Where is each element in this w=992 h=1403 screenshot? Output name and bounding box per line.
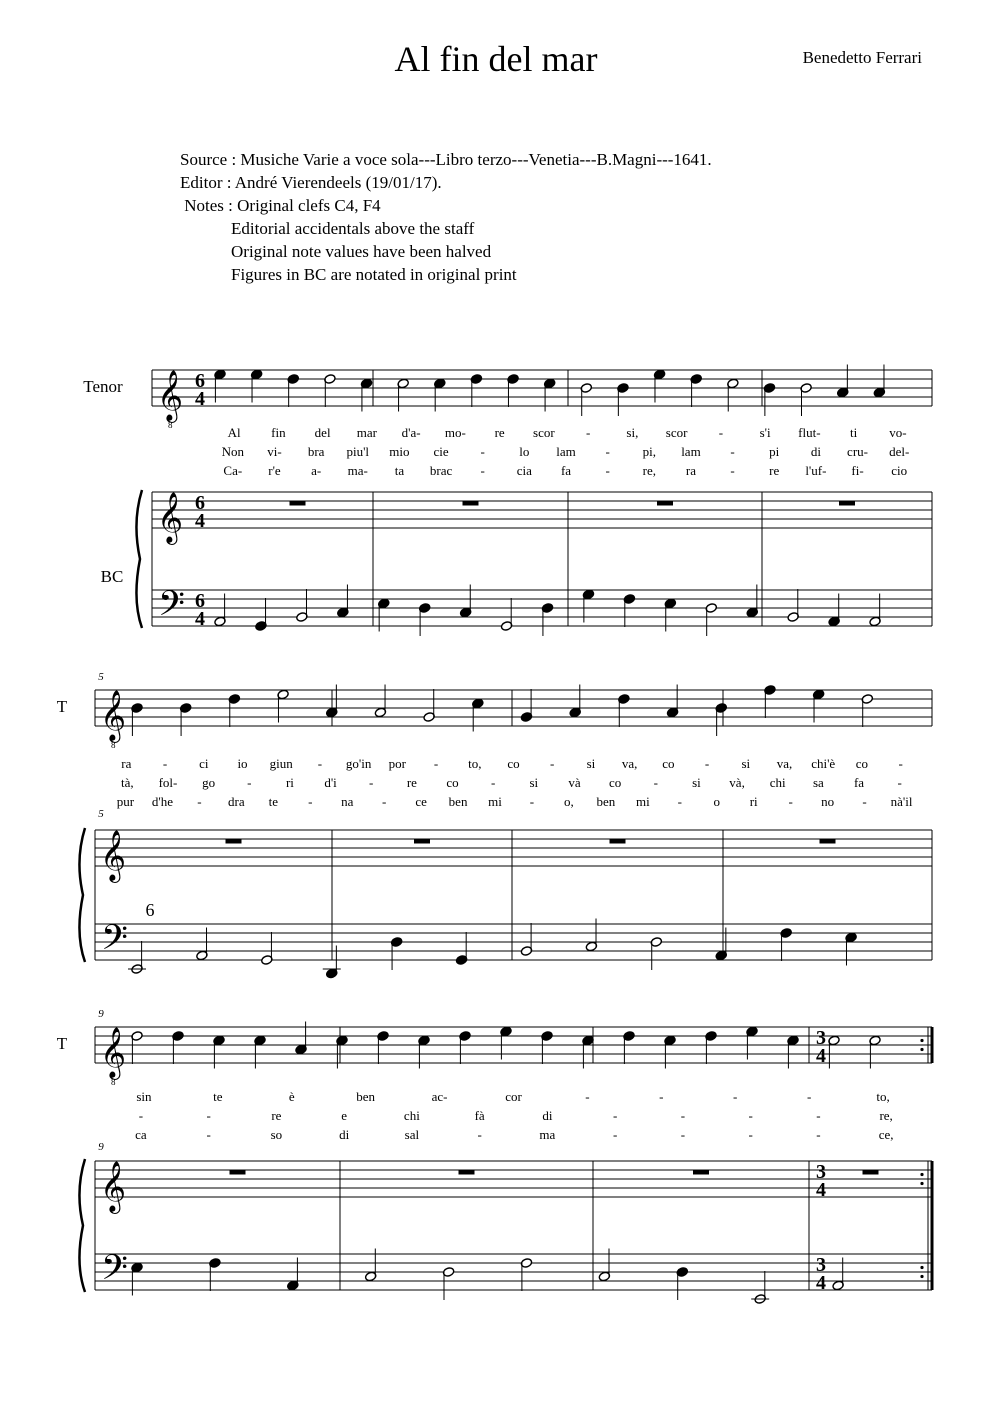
- lyric-syllable: -: [605, 463, 610, 478]
- lyric-syllable: ben: [596, 794, 616, 809]
- lyric-syllable: mio: [389, 444, 410, 459]
- lyric-syllable: ri: [749, 794, 758, 809]
- lyric-syllable: -: [585, 425, 591, 440]
- lyric-syllable: ra: [685, 463, 696, 478]
- lyric-syllable: -: [788, 794, 793, 809]
- tenor-octave-mark: 8: [168, 420, 173, 430]
- staff-brace: [79, 828, 85, 962]
- lyric-syllable: bra: [307, 444, 325, 459]
- lyric-syllable: -: [605, 444, 610, 459]
- lyric-syllable: -: [529, 794, 535, 809]
- lyric-syllable: del: [314, 425, 331, 440]
- lyric-syllable: lam: [681, 444, 701, 459]
- lyric-syllable: vi-: [267, 444, 282, 459]
- lyric-syllable: lam: [556, 444, 576, 459]
- repeat-dot: [920, 1039, 923, 1042]
- lyric-syllable: l'uf-: [805, 463, 827, 478]
- lyric-syllable: fa: [853, 775, 865, 790]
- lyric-syllable: -: [433, 756, 439, 771]
- lyric-syllable: ri: [285, 775, 294, 790]
- time-signature-top: 6: [195, 370, 205, 392]
- lyric-syllable: fin: [271, 425, 286, 440]
- lyric-syllable: co: [608, 775, 622, 790]
- repeat-dot: [920, 1266, 923, 1269]
- repeat-dot: [920, 1048, 923, 1051]
- part-label-tenor: T: [56, 697, 68, 716]
- lyric-syllable: -: [480, 444, 485, 459]
- lyric-syllable: -: [659, 1089, 664, 1104]
- composer-name: Benedetto Ferrari: [802, 48, 922, 67]
- staff-brace: [79, 1159, 85, 1292]
- lyric-syllable: -: [162, 756, 168, 771]
- lyric-syllable: -: [206, 1127, 211, 1142]
- lyric-syllable: pi,: [642, 444, 656, 459]
- lyric-syllable: o: [713, 794, 720, 809]
- lyric-syllable: si: [741, 756, 751, 771]
- lyric-syllable: so: [270, 1127, 283, 1142]
- lyric-syllable: si: [586, 756, 596, 771]
- lyric-syllable: te: [268, 794, 278, 809]
- part-label-tenor: T: [56, 1034, 68, 1053]
- lyric-syllable: Non: [221, 444, 245, 459]
- time-signature-top: 3: [816, 1254, 826, 1276]
- lyric-syllable: e: [341, 1108, 348, 1123]
- lyric-syllable: ce: [415, 794, 427, 809]
- lyric-syllable: di: [542, 1108, 553, 1123]
- lyric-syllable: re: [406, 775, 417, 790]
- lyric-syllable: go: [202, 775, 216, 790]
- lyric-syllable: si: [692, 775, 701, 790]
- whole-rest: [230, 1170, 246, 1175]
- lyric-syllable: -: [477, 1127, 482, 1142]
- bass-clef: 𝄢: [101, 920, 129, 966]
- lyric-syllable: s'i: [759, 425, 771, 440]
- lyric-syllable: re: [271, 1108, 282, 1123]
- lyric-syllable: mi: [635, 794, 650, 809]
- lyric-syllable: va,: [621, 756, 638, 771]
- lyric-syllable: -: [612, 1127, 618, 1142]
- lyric-syllable: di: [810, 444, 821, 459]
- lyric-syllable: co: [662, 756, 675, 771]
- lyric-syllable: cie: [433, 444, 449, 459]
- lyric-syllable: a-: [311, 463, 322, 478]
- treble-clef: 𝄞: [157, 493, 184, 542]
- lyric-syllable: scor: [533, 425, 555, 440]
- lyric-syllable: ben: [356, 1089, 376, 1104]
- lyric-syllable: sin: [136, 1089, 152, 1104]
- time-signature-top: 6: [195, 590, 205, 612]
- time-signature-bottom: 4: [816, 1272, 826, 1294]
- page-title: Al fin del mar: [394, 39, 598, 79]
- whole-rest: [459, 1170, 475, 1175]
- lyric-syllable: ma-: [347, 463, 368, 478]
- lyric-syllable: -: [806, 1089, 812, 1104]
- treble-clef: 𝄞: [100, 831, 127, 880]
- lyric-syllable: cru-: [847, 444, 868, 459]
- lyric-syllable: te: [213, 1089, 223, 1104]
- lyric-syllable: no: [821, 794, 835, 809]
- notes-line-3: Original note values have been halved: [180, 242, 492, 261]
- lyric-syllable: to,: [468, 756, 482, 771]
- lyric-syllable: Ca-: [223, 463, 243, 478]
- lyric-syllable: co: [446, 775, 459, 790]
- whole-rest: [226, 839, 242, 844]
- whole-rest: [657, 501, 673, 506]
- lyric-syllable: lo: [519, 444, 530, 459]
- lyric-syllable: d'a-: [401, 425, 421, 440]
- part-label-tenor: Tenor: [83, 377, 123, 396]
- lyric-syllable: -: [730, 444, 735, 459]
- lyric-syllable: ce,: [878, 1127, 894, 1142]
- lyric-syllable: chi'è: [811, 756, 836, 771]
- lyric-syllable: mi: [488, 794, 502, 809]
- tenor-octave-mark: 8: [111, 1077, 116, 1087]
- lyric-syllable: brac: [429, 463, 453, 478]
- repeat-dot: [920, 1173, 923, 1176]
- lyric-syllable: va,: [776, 756, 793, 771]
- repeat-dot: [920, 1275, 923, 1278]
- lyric-syllable: -: [748, 1108, 753, 1123]
- lyric-syllable: mo-: [444, 425, 466, 440]
- whole-rest: [693, 1170, 709, 1175]
- lyric-syllable: ac-: [431, 1089, 448, 1104]
- lyric-syllable: tà,: [121, 775, 134, 790]
- time-signature-top: 6: [195, 492, 205, 514]
- time-signature-bottom: 4: [195, 608, 205, 630]
- lyric-syllable: o,: [564, 794, 574, 809]
- lyric-syllable: -: [680, 1127, 686, 1142]
- lyric-syllable: sal: [404, 1127, 420, 1142]
- lyric-syllable: re,: [879, 1108, 893, 1123]
- lyric-syllable: chi: [403, 1108, 420, 1123]
- whole-rest: [414, 839, 430, 844]
- lyric-syllable: -: [733, 1089, 738, 1104]
- treble-clef: 𝄞: [100, 1028, 127, 1077]
- repeat-dot: [920, 1182, 923, 1185]
- lyric-syllable: -: [308, 794, 313, 809]
- lyric-syllable: mar: [356, 425, 377, 440]
- lyric-syllable: por: [388, 756, 407, 771]
- lyric-syllable: -: [197, 794, 202, 809]
- lyric-syllable: chi: [769, 775, 786, 790]
- lyric-syllable: giun: [269, 756, 293, 771]
- lyric-syllable: flut-: [798, 425, 821, 440]
- lyric-syllable: -: [480, 463, 485, 478]
- lyric-syllable: -: [206, 1108, 211, 1123]
- lyric-syllable: -: [718, 425, 724, 440]
- lyric-syllable: -: [369, 775, 374, 790]
- bass-clef: 𝄢: [158, 586, 186, 632]
- lyric-syllable: -: [897, 775, 902, 790]
- time-signature-top: 3: [816, 1027, 826, 1049]
- lyric-syllable: -: [704, 756, 710, 771]
- lyric-syllable: na: [341, 794, 354, 809]
- tenor-octave-mark: 8: [111, 740, 116, 750]
- treble-clef: 𝄞: [100, 691, 127, 740]
- source-line: Source : Musiche Varie a voce sola---Libro terzo---Venetia---B.Magni---1641.: [180, 150, 712, 169]
- notes-line-4: Figures in BC are notated in original print: [180, 265, 517, 284]
- lyric-syllable: ti: [850, 425, 858, 440]
- lyric-syllable: -: [491, 775, 496, 790]
- lyric-syllable: co: [507, 756, 520, 771]
- lyric-syllable: ci: [199, 756, 209, 771]
- lyric-syllable: ben: [448, 794, 468, 809]
- lyric-syllable: Al: [227, 425, 241, 440]
- lyric-syllable: và: [568, 775, 581, 790]
- part-label-bc: BC: [100, 567, 124, 586]
- whole-rest: [463, 501, 479, 506]
- treble-clef: 𝄞: [100, 1162, 127, 1211]
- lyric-syllable: scor: [665, 425, 688, 440]
- treble-clef: 𝄞: [157, 371, 184, 420]
- whole-rest: [820, 839, 836, 844]
- staff-brace: [136, 490, 142, 628]
- lyric-syllable: -: [138, 1108, 144, 1123]
- lyric-syllable: -: [816, 1127, 821, 1142]
- bass-clef: 𝄢: [101, 1250, 129, 1296]
- lyric-measure-number: 9: [98, 1141, 104, 1153]
- lyric-syllable: fà: [474, 1108, 485, 1123]
- lyric-syllable: cia: [516, 463, 532, 478]
- notes-line-1: Notes : Original clefs C4, F4: [180, 196, 381, 215]
- lyric-syllable: co: [855, 756, 869, 771]
- lyric-syllable: d'he: [151, 794, 173, 809]
- lyric-syllable: cio: [891, 463, 908, 478]
- lyric-syllable: ta: [394, 463, 405, 478]
- lyric-syllable: -: [748, 1127, 753, 1142]
- lyric-syllable: d'i: [324, 775, 337, 790]
- lyric-syllable: cor: [505, 1089, 522, 1104]
- measure-number: 9: [98, 1008, 104, 1020]
- time-signature-top: 3: [816, 1161, 826, 1183]
- lyric-syllable: re,: [642, 463, 656, 478]
- lyric-syllable: -: [247, 775, 252, 790]
- lyric-syllable: go'in: [345, 756, 372, 771]
- editor-line: Editor : André Vierendeels (19/01/17).: [180, 173, 442, 192]
- lyric-syllable: nà'il: [890, 794, 913, 809]
- lyric-syllable: -: [816, 1108, 821, 1123]
- lyric-syllable: -: [612, 1108, 618, 1123]
- lyric-syllable: si: [529, 775, 539, 790]
- lyric-syllable: -: [585, 1089, 590, 1104]
- time-signature-bottom: 4: [195, 510, 205, 532]
- lyric-syllable: -: [680, 1108, 686, 1123]
- lyric-syllable: ra: [121, 756, 132, 771]
- whole-rest: [610, 839, 626, 844]
- whole-rest: [839, 501, 855, 506]
- time-signature-bottom: 4: [816, 1045, 826, 1067]
- lyric-syllable: -: [653, 775, 658, 790]
- lyric-measure-number: 5: [98, 808, 104, 820]
- lyric-syllable: pur: [116, 794, 135, 809]
- lyric-syllable: ma: [539, 1127, 556, 1142]
- lyric-syllable: del-: [889, 444, 910, 459]
- lyric-syllable: re: [769, 463, 780, 478]
- lyric-syllable: è: [288, 1089, 295, 1104]
- lyric-syllable: dra: [228, 794, 245, 809]
- lyric-syllable: io: [237, 756, 248, 771]
- measure-number: 5: [98, 671, 104, 683]
- lyric-syllable: -: [381, 794, 387, 809]
- lyric-syllable: ca: [135, 1127, 147, 1142]
- lyric-syllable: -: [677, 794, 682, 809]
- lyric-syllable: piu'l: [346, 444, 370, 459]
- lyric-syllable: -: [730, 463, 735, 478]
- lyric-syllable: pi: [769, 444, 780, 459]
- lyric-syllable: to,: [876, 1089, 890, 1104]
- time-signature-bottom: 4: [816, 1179, 826, 1201]
- whole-rest: [863, 1170, 879, 1175]
- lyric-syllable: -: [317, 756, 323, 771]
- bc-figure: 6: [145, 900, 155, 920]
- lyric-syllable: sa: [812, 775, 824, 790]
- lyric-syllable: r'e: [268, 463, 281, 478]
- lyric-syllable: và,: [729, 775, 745, 790]
- lyric-syllable: fa: [560, 463, 572, 478]
- lyric-syllable: di: [339, 1127, 350, 1142]
- lyric-syllable: fi-: [851, 463, 864, 478]
- lyric-syllable: -: [550, 756, 555, 771]
- lyric-syllable: vo-: [889, 425, 907, 440]
- notes-line-2: Editorial accidentals above the staff: [180, 219, 475, 238]
- lyric-syllable: re: [494, 425, 505, 440]
- time-signature-bottom: 4: [195, 388, 205, 410]
- whole-rest: [290, 501, 306, 506]
- lyric-syllable: -: [862, 794, 867, 809]
- lyric-syllable: fol-: [158, 775, 178, 790]
- lyric-syllable: si,: [626, 425, 639, 440]
- lyric-syllable: -: [898, 756, 903, 771]
